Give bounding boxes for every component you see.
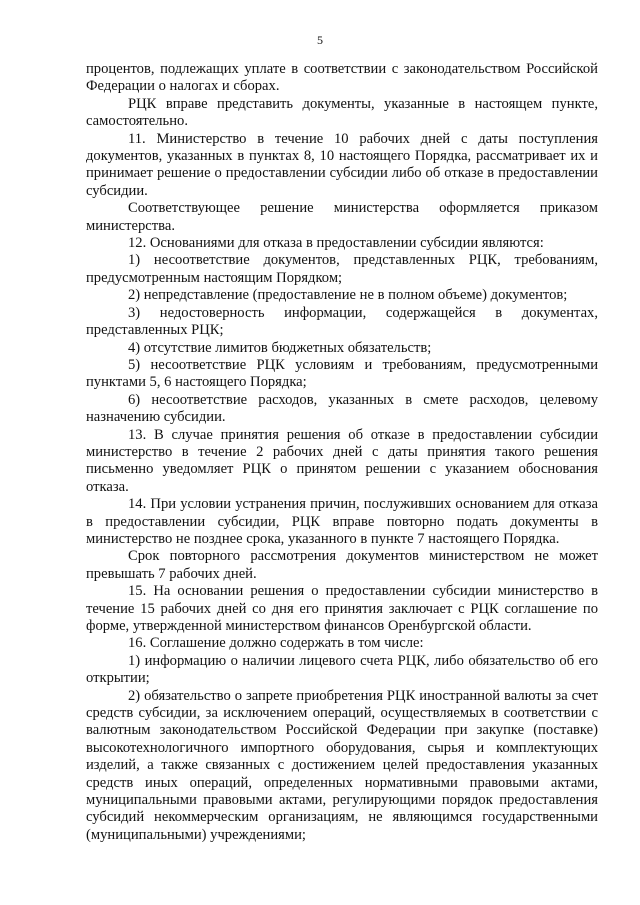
paragraph: РЦК вправе представить документы, указанные в настоящем пункте, самостоятельно. [86, 95, 598, 130]
list-item: 6) несоответствие расходов, указанных в смете расходов, целевому назначению субсидии. [86, 391, 598, 426]
paragraph: Соответствующее решение министерства оформляется приказом министерства. [86, 200, 598, 234]
document-body [86, 61, 598, 844]
list-item: 1) несоответствие документов, представленных РЦК, требованиям, предусмотренным настоящим Порядком; [86, 252, 598, 286]
paragraph: Срок повторного рассмотрения документов министерством не может превышать 7 рабочих дней. [86, 548, 598, 582]
page-number: 5 [317, 33, 323, 47]
list-item: 2) обязательство о запрете приобретения РЦК иностранной валюты за счет средств субсидии, за исключением операций, осуществляемых в соответствии с валютным законодательством Российской Федерации при закупке (поставке) высокотехнологичного импортного оборудования, сырья и комплектующих изделий, а также связанных с достижением целей предоставления указанных средств иных операций, определенных нормативными правовыми актами, муниципальными правовыми актами, регулирующими порядок предоставления субсидий некоммерческим организациям, не являющимся государственными (муниципальными) учреждениями; [86, 687, 598, 843]
list-item: 5) несоответствие РЦК условиям и требованиям, предусмотренными пунктами 5, 6 настоящего Порядка; [86, 356, 598, 391]
paragraph-clause-16: 16. Соглашение должно содержать в том числе: [128, 635, 424, 652]
list-item: 1) информацию о наличии лицевого счета РЦК, либо обязательство об его открытии; [86, 652, 598, 687]
paragraph-clause-11: 11. Министерство в течение 10 рабочих дней с даты поступления документов, указанных в пунктах 8, 10 настоящего Порядка, рассматривает их и принимает решение о предоставлении субсидии либо об отказе в предоставлении субсидии. [86, 130, 598, 199]
list-item: 4) отсутствие лимитов бюджетных обязательств; [128, 339, 432, 356]
paragraph-clause-12: 12. Основаниями для отказа в предоставлении субсидии являются: [128, 235, 544, 252]
list-item: 2) непредставление (предоставление не в полном объеме) документов; [128, 287, 568, 304]
paragraph-clause-14: 14. При условии устранения причин, послуживших основанием для отказа в предоставлении субсидии, РЦК вправе повторно подать документы в министерство не позднее срока, указанного в пункте 7 настоящего Порядка. [86, 496, 598, 547]
list-item: 3) недостоверность информации, содержащейся в документах, представленных РЦК; [86, 304, 598, 339]
paragraph-clause-13: 13. В случае принятия решения об отказе в предоставлении субсидии министерство в течение 2 рабочих дней с даты принятия такого решения письменно уведомляет РЦК о принятом решении с указанием обоснования отказа. [86, 426, 598, 495]
paragraph-continuation: процентов, подлежащих уплате в соответствии с законодательством Российской Федерации о налогах и сборах. [86, 61, 598, 95]
paragraph-clause-15: 15. На основании решения о предоставлении субсидии министерство в течение 15 рабочих дней со дня его принятия заключает с РЦК соглашение по форме, утвержденной министерством финансов Оренбургской области. [86, 583, 598, 634]
